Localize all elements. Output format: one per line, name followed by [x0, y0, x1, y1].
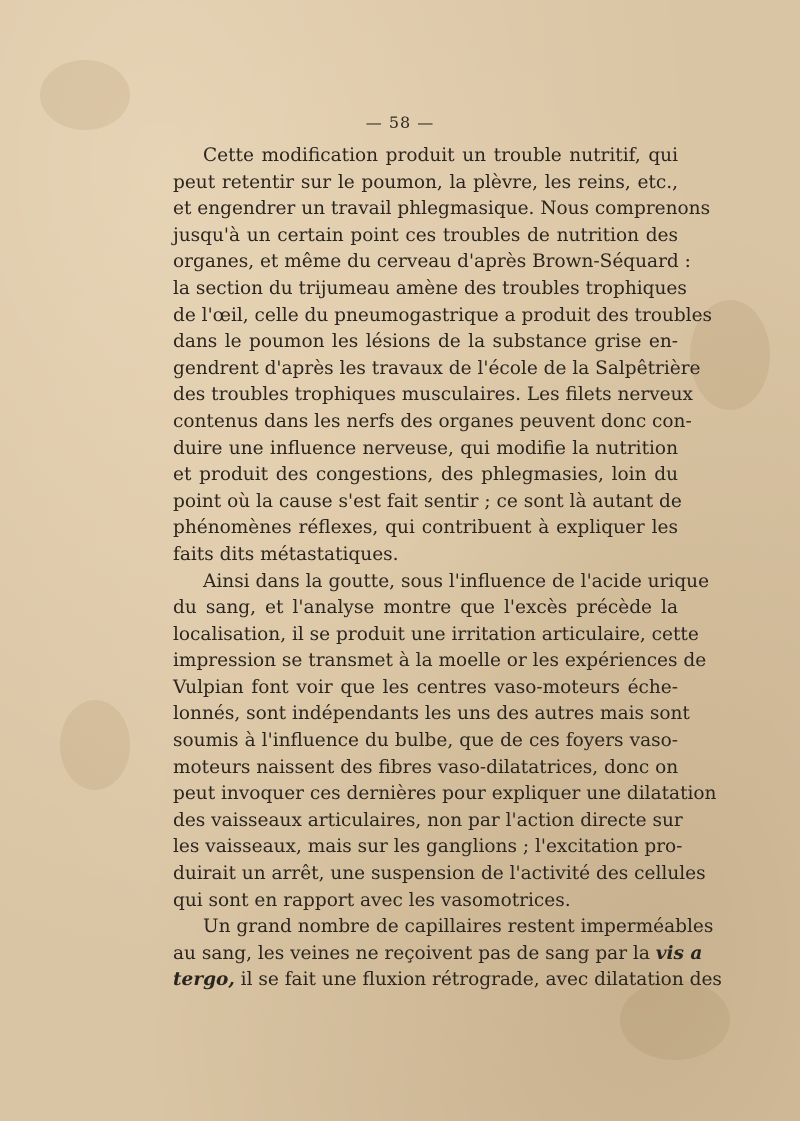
text-line: soumis à l'influence du bulbe, que de ces foyers vaso- — [173, 730, 678, 752]
text-line: qui sont en rapport avec les vasomotrices. — [173, 889, 571, 911]
text-fragment: au sang, les veines ne reçoivent pas de sang par la — [173, 942, 650, 964]
text-line: phénomènes réflexes, qui contribuent à expliquer les — [173, 517, 678, 539]
text-line: Cette modification produit un trouble nutritif, qui — [203, 145, 678, 166]
text-line: des troubles trophiques musculaires. Les filets nerveux — [173, 384, 693, 406]
text-line: dans le poumon les lésions de la substance grise en- — [173, 331, 678, 353]
text-line: jusqu'à un certain point ces troubles de nutrition des — [173, 224, 678, 246]
text-line: et engendrer un travail phlegmasique. Nous comprenons — [173, 198, 711, 220]
text-line: Un grand nombre de capillaires restent imperméables — [203, 916, 714, 938]
text-line: la section du trijumeau amène des troubles trophiques — [173, 277, 687, 299]
text-line: les vaisseaux, mais sur les ganglions ; l'excitation pro- — [173, 836, 683, 858]
text-line: des vaisseaux articulaires, non par l'action directe sur — [173, 809, 683, 831]
paper-stain — [60, 700, 130, 790]
text-line: de l'œil, celle du pneumogastrique a produit des troubles — [173, 304, 713, 326]
body-text — [173, 143, 722, 994]
text-line: peut retentir sur le poumon, la plèvre, les reins, etc., — [173, 171, 678, 193]
text-line: Ainsi dans la goutte, sous l'influence de l'acide urique — [203, 570, 710, 592]
text-fragment: il se fait une fluxion rétrograde, avec dilatation des — [240, 969, 722, 991]
text-line: et produit des congestions, des phlegmasies, loin du — [173, 464, 678, 486]
text-line: duire une influence nerveuse, qui modifie la nutrition — [173, 437, 678, 459]
text-line: localisation, il se produit une irritation articulaire, cette — [173, 623, 699, 645]
text-line: peut invoquer ces dernières pour expliquer une dilatation — [173, 783, 717, 805]
text-line: faits dits métastatiques. — [173, 543, 399, 565]
text-line: duirait un arrêt, une suspension de l'activité des cellules — [173, 863, 706, 885]
text-line: Vulpian font voir que les centres vaso-moteurs éche- — [173, 676, 678, 698]
page-number: — 58 — — [365, 113, 435, 132]
italic-phrase: tergo, — [173, 969, 235, 991]
text-line: contenus dans les nerfs des organes peuvent donc con- — [173, 410, 692, 432]
text-line — [173, 941, 703, 968]
text-line: du sang, et l'analyse montre que l'excès précède la — [173, 597, 678, 619]
text-line: moteurs naissent des fibres vaso-dilatatrices, donc on — [173, 756, 679, 778]
text-line: impression se transmet à la moelle or les expériences de — [173, 650, 707, 672]
text-line: lonnés, sont indépendants les uns des autres mais sont — [173, 703, 690, 725]
text-line: organes, et même du cerveau d'après Brown-Séquard : — [173, 251, 691, 273]
text-line: point où la cause s'est fait sentir ; ce sont là autant de — [173, 490, 682, 512]
text-line: gendrent d'après les travaux de l'école de la Salpêtrière — [173, 357, 701, 379]
text-line — [173, 967, 722, 994]
italic-phrase: vis a — [655, 942, 703, 964]
